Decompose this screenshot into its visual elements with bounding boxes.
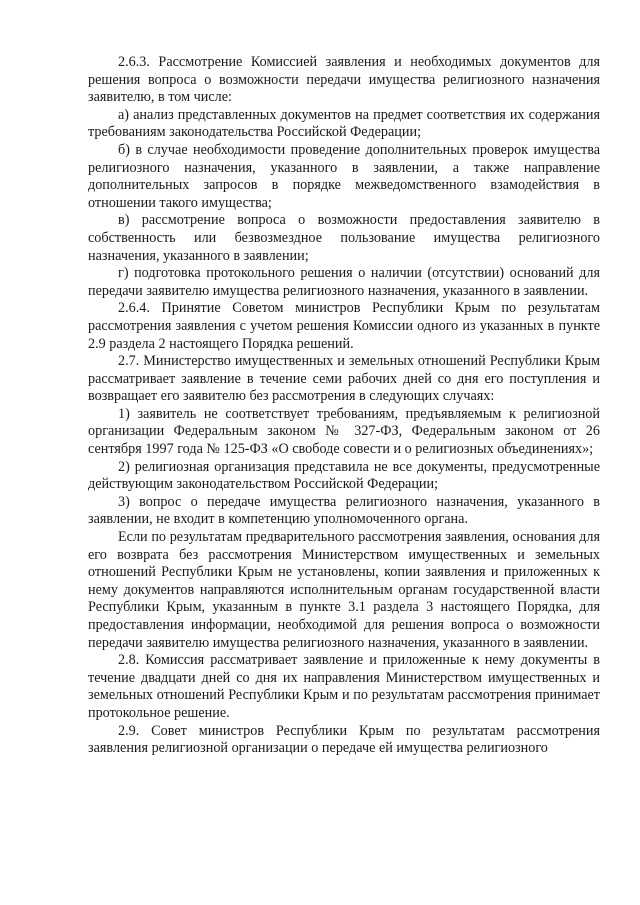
paragraph-2-7-1: 1) заявитель не соответствует требованиям, предъявляемым к религиозной организации Федеральным законом № 327-ФЗ, Федеральным законом от 26 сентября 1997 года № 125-ФЗ «О свободе совести и о религиозных объединениях»; xyxy=(88,405,600,458)
paragraph-2-7: 2.7. Министерство имущественных и земельных отношений Республики Крым рассматривает заявление в течение семи рабочих дней со дня его поступления и возвращает его заявителю без рассмотрения в следующих случаях: xyxy=(88,353,600,405)
paragraph-2-7-2: 2) религиозная организация представила не все документы, предусмотренные действующим законодательством Российской Федерации; xyxy=(88,458,600,493)
paragraph-2-6-4: 2.6.4. Принятие Советом министров Республики Крым по результатам рассмотрения заявления с учетом решения Комиссии одного из указанных в пункте 2.9 раздела 2 настоящего Порядка решений. xyxy=(88,300,600,352)
paragraph-2-9: 2.9. Совет министров Республики Крым по результатам рассмотрения заявления религиозной организации о передаче ей имущества религиозного xyxy=(88,722,600,757)
paragraph-2-6-3-a: а) анализ представленных документов на предмет соответствия их содержания требованиям законодательства Российской Федерации; xyxy=(88,106,600,141)
paragraph-2-8: 2.8. Комиссия рассматривает заявление и приложенные к нему документы в течение двадцати дней со дня их направления Министерством имущественных и земельных отношений Республики Крым и по результатам рассмотрения принимает протокольное решение. xyxy=(88,652,600,721)
paragraph-2-6-3-v: в) рассмотрение вопроса о возможности предоставления заявителю в собственность или безвозмездное пользование имущества религиозного назначения, указанного в заявлении; xyxy=(88,212,600,264)
paragraph-2-7-note: Если по результатам предварительного рассмотрения заявления, основания для его возврата без рассмотрения Министерством имущественных и земельных отношений Республики Крым не установлены, копии заявления и приложенных к нему документов направляются исполнительным органам государственной власти Республики Крым, указанным в пункте 3.1 раздела 3 настоящего Порядка, для предоставления информации, необходимой для решения вопроса о возможности передачи заявителю имущества религиозного назначения, указанного в заявлении. xyxy=(88,529,600,651)
paragraph-2-6-3-b: б) в случае необходимости проведение дополнительных проверок имущества религиозного назначения, указанного в заявлении, а также направление дополнительных запросов в порядке межведомственного взамодействия в отношении такого имущества; xyxy=(88,141,600,211)
paragraph-2-6-3-g: г) подготовка протокольного решения о наличии (отсутствии) оснований для передачи заявителю имущества религиозного назначения, указанного в заявлении. xyxy=(88,265,600,299)
paragraph-2-6-3: 2.6.3. Рассмотрение Комиссией заявления и необходимых документов для решения вопроса о возможности передачи имущества религиозного назначения заявителю, в том числе: xyxy=(88,54,600,106)
paragraph-2-7-3: 3) вопрос о передаче имущества религиозного назначения, указанного в заявлении, не входит в компетенцию уполномоченного органа. xyxy=(88,493,600,528)
document-body xyxy=(88,54,600,758)
